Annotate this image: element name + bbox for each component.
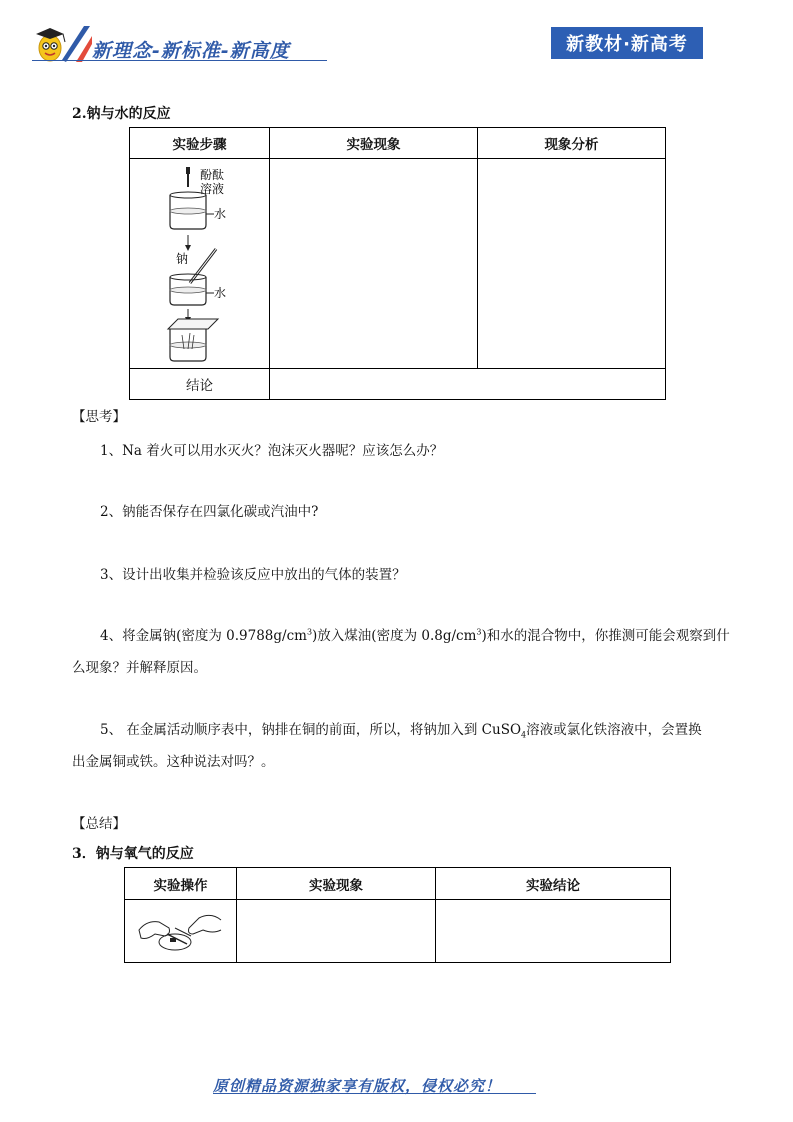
header-steps: 实验步骤 [130,128,270,159]
phenomena-answer-cell[interactable] [237,900,436,963]
summary-heading: 【总结】 [72,816,126,832]
sodium-oxygen-table [124,867,671,963]
experiment-diagram-cell [130,159,270,369]
question-5-line-2: 出金属铜或铁。这种说法对吗？。 [72,754,275,770]
question-2: 2、钠能否保存在四氯化碳或汽油中? [100,504,319,520]
header-badge: 新教材·新高考 [551,27,703,59]
footer-copyright: 原创精品资源独家享有版权，侵权必究！ [213,1077,502,1095]
header-phenomena: 实验现象 [270,128,478,159]
q4-text-b: )放入煤油(密度为 0.8g/cm [312,628,477,644]
question-4-line-1 [100,624,730,644]
label-solution: 溶液 [200,182,225,196]
sodium-water-apparatus-diagram [130,159,269,368]
q5-subscript: 4 [521,730,527,740]
header-analysis: 现象分析 [478,128,666,159]
q4-text-c: )和水的混合物中，你推测可能会观察到什 [481,628,730,644]
section2-title: 2.钠与水的反应 [72,106,171,122]
label-sodium: 钠 [176,252,189,266]
q5-text-b: 溶液或氯化铁溶液中，会置换 [526,722,702,738]
header-operation: 实验操作 [125,868,237,900]
cutting-sodium-diagram [125,900,236,962]
thinking-heading: 【思考】 [72,409,126,425]
header-conclusion: 实验结论 [436,868,671,900]
section3-title: 3．钠与氧气的反应 [72,846,194,862]
label-water-1: 水 [214,207,227,221]
operation-diagram-cell [125,900,237,963]
label-water-2: 水 [214,286,227,300]
table-row [130,159,666,369]
phenomena-answer-cell[interactable] [270,159,478,369]
conclusion-row [130,369,666,400]
conclusion-label: 结论 [130,369,270,400]
footer-underline [213,1093,536,1094]
table-row [125,900,671,963]
q4-superscript-2: 3 [476,627,482,637]
mascot-logo-icon [32,22,92,64]
table-header-row [130,128,666,159]
header-phenomena: 实验现象 [237,868,436,900]
q5-text-a: 5、 在金属活动顺序表中，钠排在铜的前面，所以，将钠加入到 CuSO [100,722,522,738]
header-slogan: 新理念-新标准-新高度 [92,40,290,62]
sodium-water-table [129,127,666,400]
label-phenol: 酚酞 [200,168,225,182]
header-divider [32,60,327,61]
q4-text-a: 4、将金属钠(密度为 0.9788g/cm [100,628,307,644]
question-3: 3、设计出收集并检验该反应中放出的气体的装置？ [100,567,406,583]
conclusion-answer-cell[interactable] [270,369,666,400]
analysis-answer-cell[interactable] [478,159,666,369]
question-1: 1、Na 着火可以用水灭火？泡沫灭火器呢？应该怎么办？ [100,443,444,459]
conclusion-answer-cell[interactable] [436,900,671,963]
q4-superscript-1: 3 [306,627,313,637]
table-header-row [125,868,671,900]
question-4-line-2: 么现象？并解释原因。 [72,660,207,676]
question-5-line-1 [100,718,702,740]
